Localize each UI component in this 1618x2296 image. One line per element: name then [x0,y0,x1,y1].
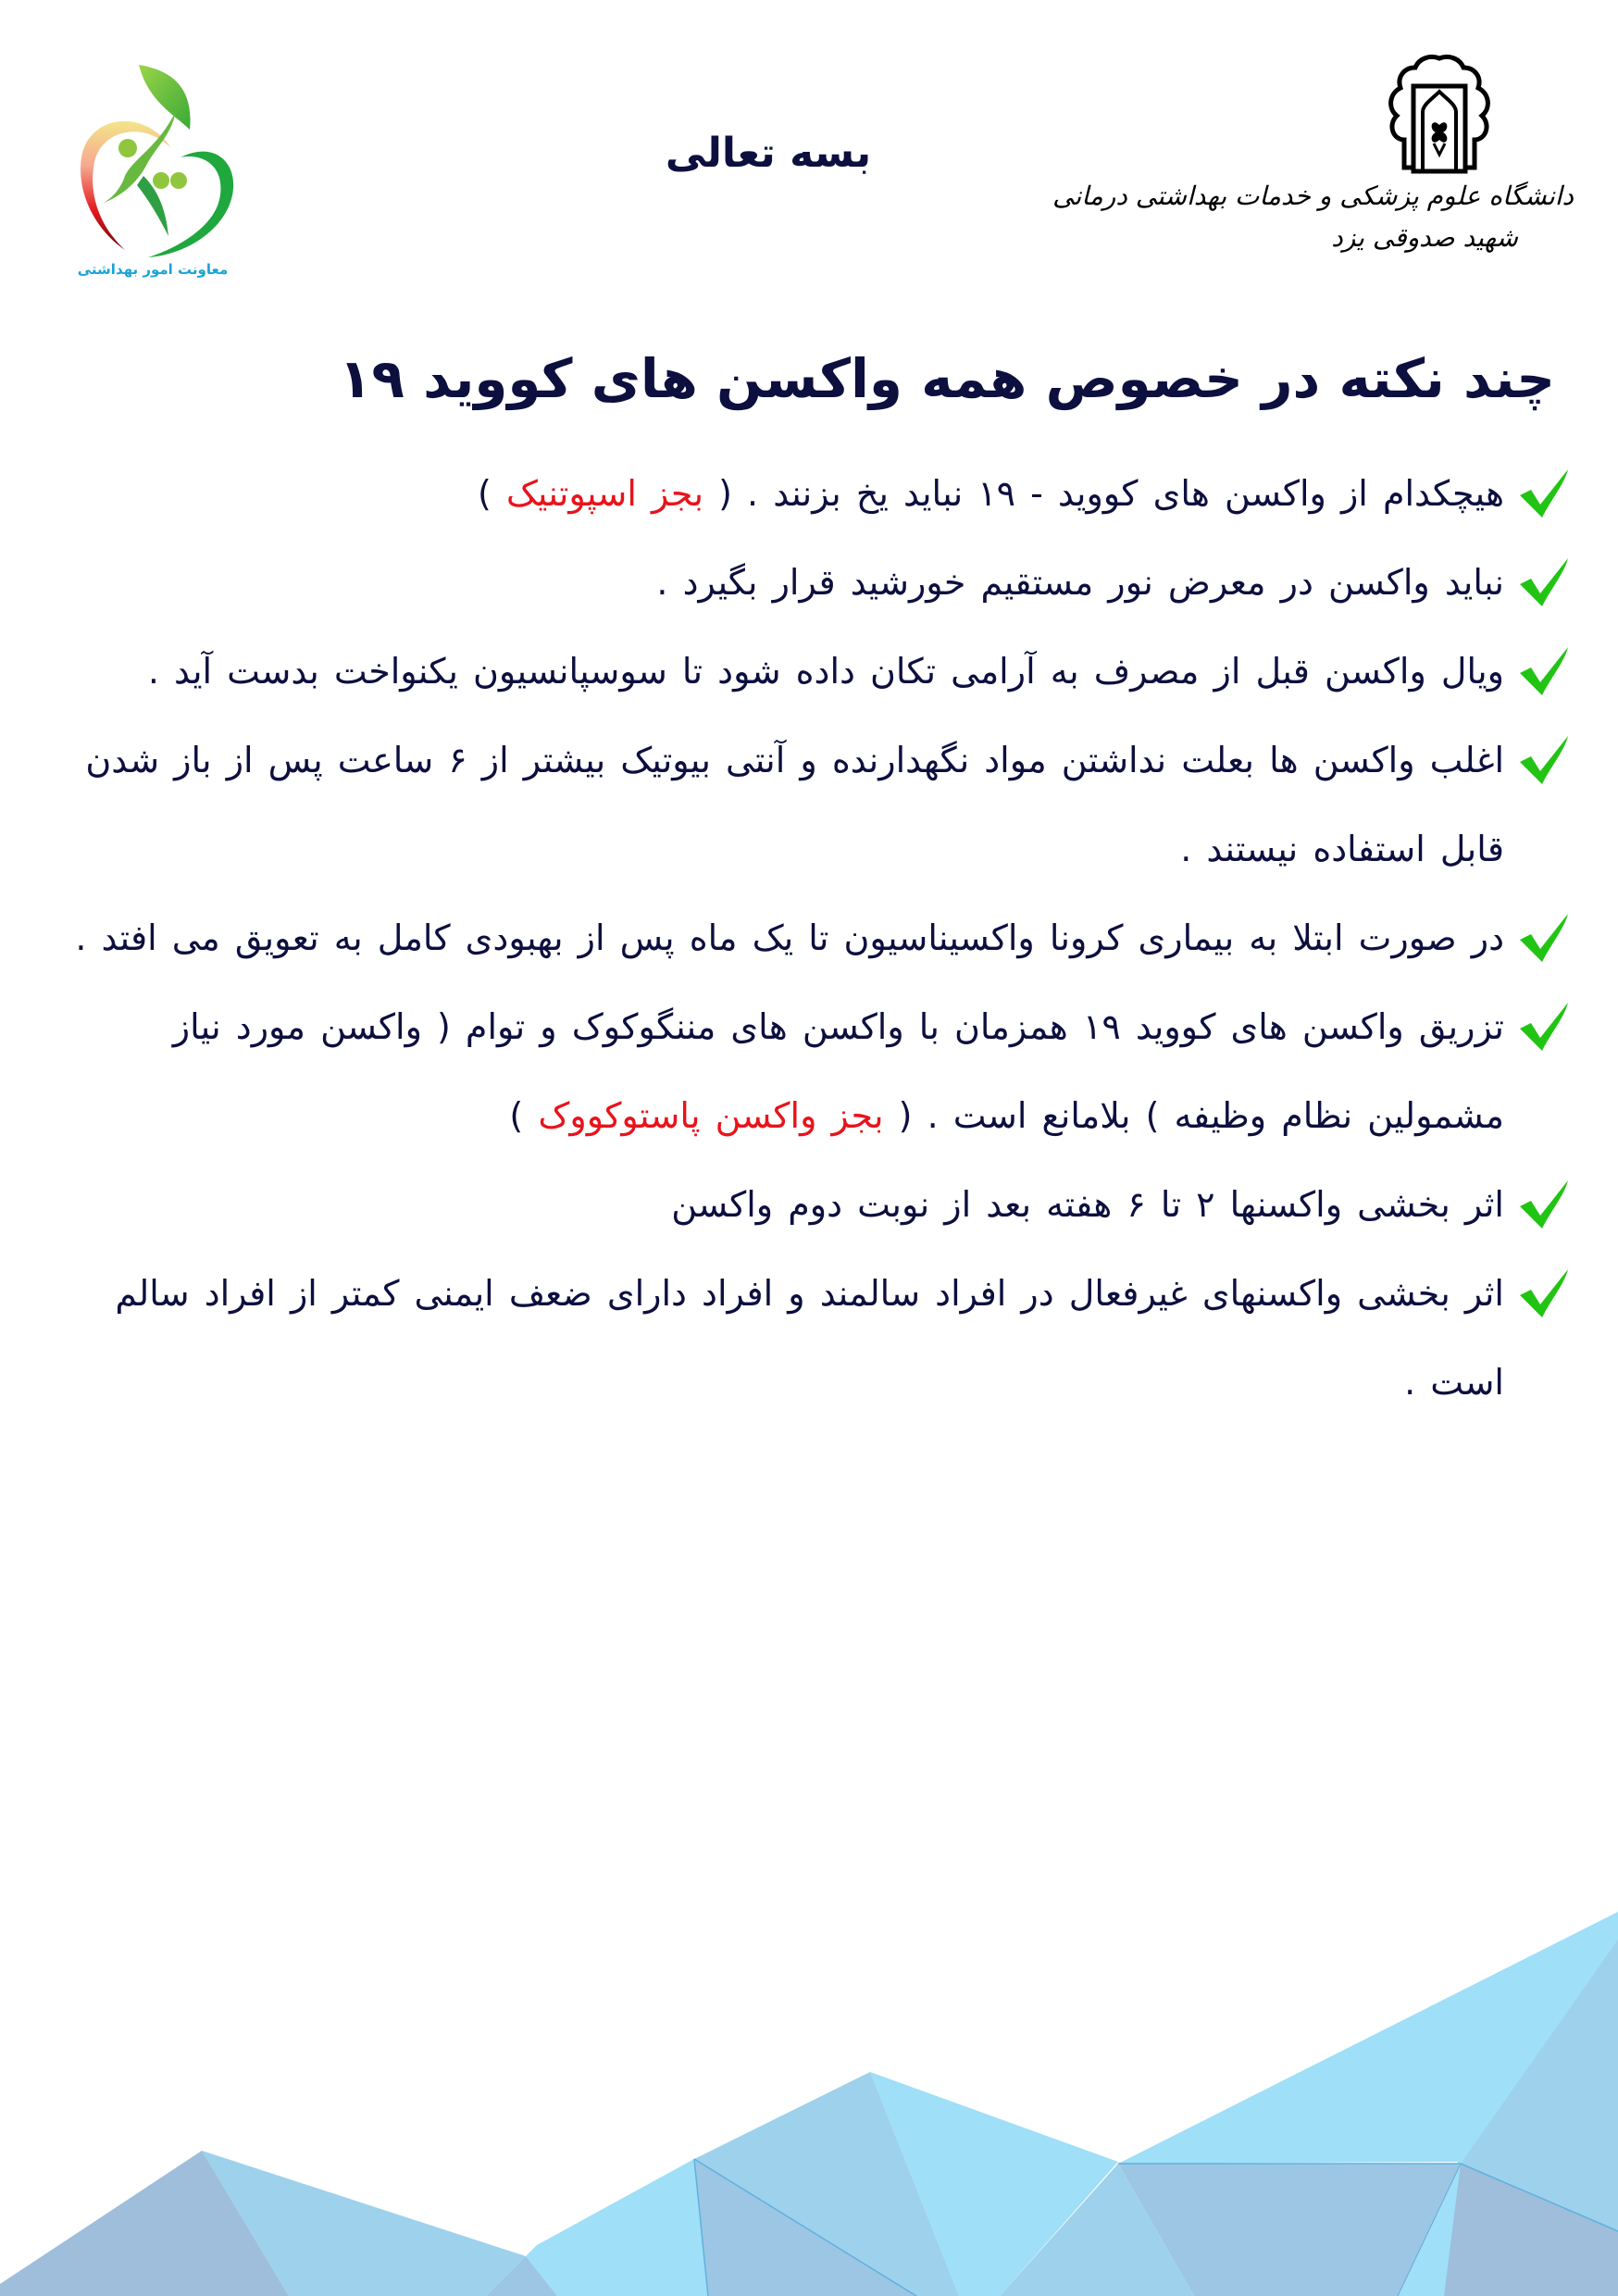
university-name-line-1: دانشگاه علوم پزشکی و خدمات بهداشتی درمانی [1052,181,1574,211]
list-item [74,716,1574,893]
item-text: هیچکدام از واکسن های کووید - ۱۹ نباید یخ بزنند . ( [718,473,1504,514]
item-text: اغلب واکسن ها بعلت نداشتن مواد نگهدارنده و آنتی بیوتیک بیشتر از ۶ ساعت پس از باز شدن قابل استفاده نیستند . [85,740,1504,869]
department-name: معاونت امور بهداشتی [77,261,229,278]
university-emblem-icon [1375,51,1504,181]
item-text: ویال واکسن قبل از مصرف به آرامی تکان داده شود تا سوسپانسیون یکنواخت بدست آید . [147,651,1504,692]
green-checkmark-icon [1518,734,1574,786]
list-item [74,1249,1574,1427]
item-text: تزریق واکسن های کووید ۱۹ همزمان با واکسن های مننگوکوک و توام ( واکسن مورد نیاز مشمولین نظام وظیفه ) بلامانع است . ( [172,1006,1504,1136]
green-checkmark-icon [1518,1267,1574,1319]
list-item [74,627,1574,716]
item-text: اثر بخشی واکسنها ۲ تا ۶ هفته بعد از نوبت دوم واکسن [671,1184,1504,1225]
green-checkmark-icon [1518,1001,1574,1053]
item-text: اثر بخشی واکسنهای غیرفعال در افراد سالمند و افراد دارای ضعف ایمنی کمتر از افراد سالم است . [115,1273,1504,1403]
department-logo [56,46,250,287]
green-checkmark-icon [1518,645,1574,697]
green-checkmark-icon [1518,912,1574,964]
university-name-line-2: شهید صدوقی یزد [1331,222,1518,253]
green-checkmark-icon [1518,556,1574,608]
item-highlight: بجز اسپوتنیک [505,473,704,514]
item-text: در صورت ابتلا به بیماری کرونا واکسیناسیون تا یک ماه پس از بهبودی کامل به تعویق می افتد . [75,917,1504,958]
item-highlight: بجز واکسن پاستوکووک [538,1095,884,1136]
tips-list [74,449,1574,1427]
item-text-after: ) [477,473,492,514]
list-item [74,982,1574,1160]
basmala-heading: بسه تعالی [665,130,872,177]
item-text-after: ) [509,1095,524,1136]
green-checkmark-icon [1518,1179,1574,1230]
low-poly-background-decoration [0,1852,1618,2296]
green-checkmark-icon [1518,468,1574,519]
list-item [74,893,1574,982]
list-item [74,449,1574,538]
list-item [74,538,1574,627]
apple-health-logo-icon [56,46,250,259]
page-title: چند نکته در خصوص همه واکسن های کووید ۱۹ [339,347,1555,410]
university-logo [1052,51,1574,273]
list-item [74,1160,1574,1249]
item-text: نباید واکسن در معرض نور مستقیم خورشید قرار بگیرد . [656,562,1504,603]
